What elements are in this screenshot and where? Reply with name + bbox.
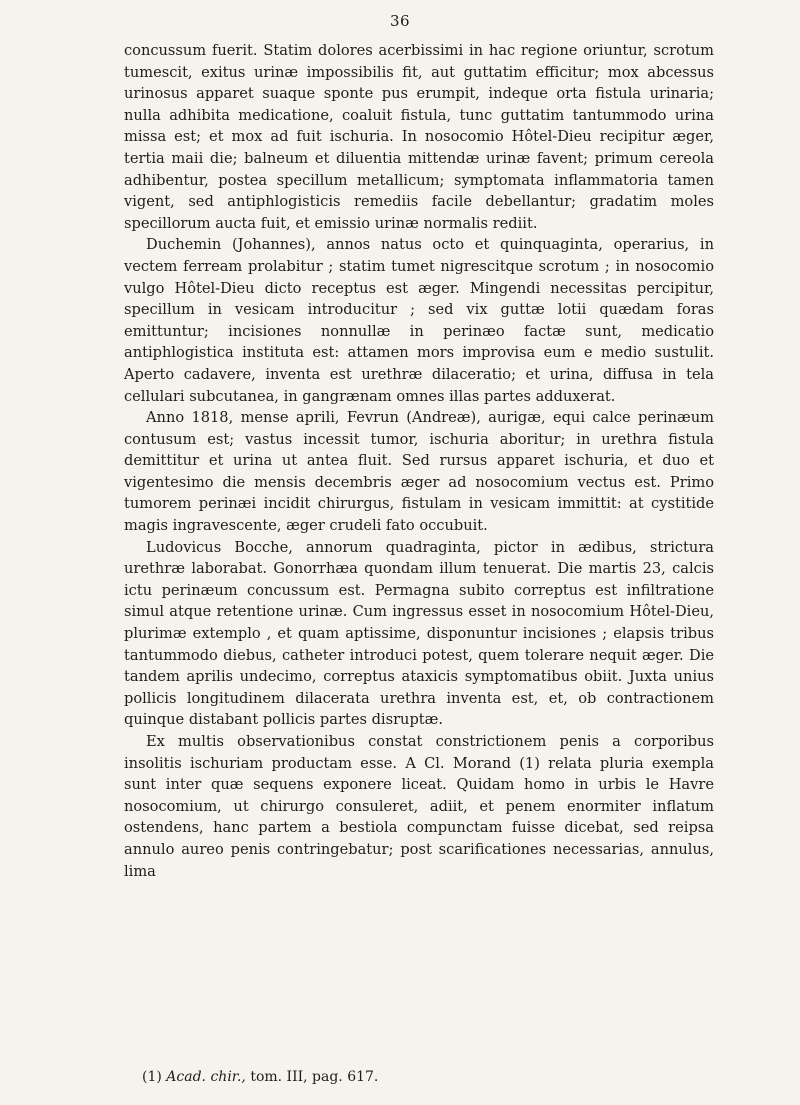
paragraph-5: Ex multis observationibus constat constrictionem penis a corporibus insolitis ischuriam productam esse. A Cl. Morand (1) relata pluria exempla sunt inter quæ sequens exponere liceat. Quidam homo in urbis le Havre nosocomium, ut chirurgo consuleret, adiit, et penem enormiter inflatum ostendens, hanc partem a bestiola compunctam fuisse dicebat, sed reipsa annulo aureo penis contringebatur; post scarificationes necessarias, annulus, lima <box>124 733 714 880</box>
body-text <box>124 40 714 882</box>
footnote-reference: tom. III, pag. 617. <box>250 1069 379 1085</box>
footnote-source: Acad. chir., <box>166 1069 246 1085</box>
footnote-marker: (1) <box>142 1069 162 1085</box>
paragraph-2: Duchemin (Johannes), annos natus octo et quinquaginta, operarius, in vectem ferream prolabitur ; statim tumet nigrescitque scrotum ; in nosocomio vulgo Hôtel-Dieu dicto receptus est æger. Mingendi necessitas percipitur, specillum in vesicam introducitur ; sed vix guttæ lotii quædam foras emittuntur; incisiones nonnullæ in perinæo factæ sunt, medicatio antiphlogistica instituta est: attamen mors improvisa eum e medio sustulit. Aperto cadavere, inventa est urethræ dilaceratio; et urina, diffusa in tela cellulari subcutanea, in gangrænam omnes illas partes adduxerat. <box>124 236 714 405</box>
footnote <box>142 1068 662 1086</box>
page-number: 36 <box>389 12 411 30</box>
paragraph-1: concussum fuerit. Statim dolores acerbissimi in hac regione oriuntur, scrotum tumescit, exitus urinæ impossibilis fit, aut guttatim efficitur; mox abcessus urinosus apparet suaque sponte pus erumpit, indeque orta fistula urinaria; nulla adhibita medicatione, coaluit fistula, tunc guttatim tantummodo urina missa est; et mox ad fuit ischuria. In nosocomio Hôtel-Dieu recipitur æger, tertia maii die; balneum et diluentia mittendæ urinæ favent; primum cereola adhibentur, postea specillum metallicum; symptomata inflammatoria tamen vigent, sed antiphlogisticis remediis facile debellantur; gradatim moles specillorum aucta fuit, et emissio urinæ normalis rediit. <box>124 42 714 232</box>
paragraph-4: Ludovicus Bocche, annorum quadraginta, pictor in ædibus, strictura urethræ laborabat. Gonorrhæa quondam illum tenuerat. Die martis 23, calcis ictu perinæum concussum est. Permagna subito correptus est infiltratione simul atque retentione urinæ. Cum ingressus esset in nosocomium Hôtel-Dieu, plurimæ extemplo , et quam aptissime, disponuntur incisiones ; elapsis tribus tantummodo diebus, catheter introduci potest, quem tolerare nequit æger. Die tandem aprilis undecimo, correptus ataxicis symptomatibus obiit. Juxta unius pollicis longitudinem dilacerata urethra inventa est, et, ob contractionem quinque distabant pollicis partes disruptæ. <box>124 538 714 729</box>
paragraph-3: Anno 1818, mense aprili, Fevrun (Andreæ), aurigæ, equi calce perinæum contusum est; vastus incessit tumor, ischuria aboritur; in urethra fistula demittitur et urina ut antea fluit. Sed rursus apparet ischuria, et duo et vigentesimo die mensis decembris æger ad nosocomium vectus est. Primo tumorem perinæi incidit chirurgus, fistulam in vesicam immittit: at cystitide magis ingravescente, æger crudeli fato occubuit. <box>124 409 714 535</box>
